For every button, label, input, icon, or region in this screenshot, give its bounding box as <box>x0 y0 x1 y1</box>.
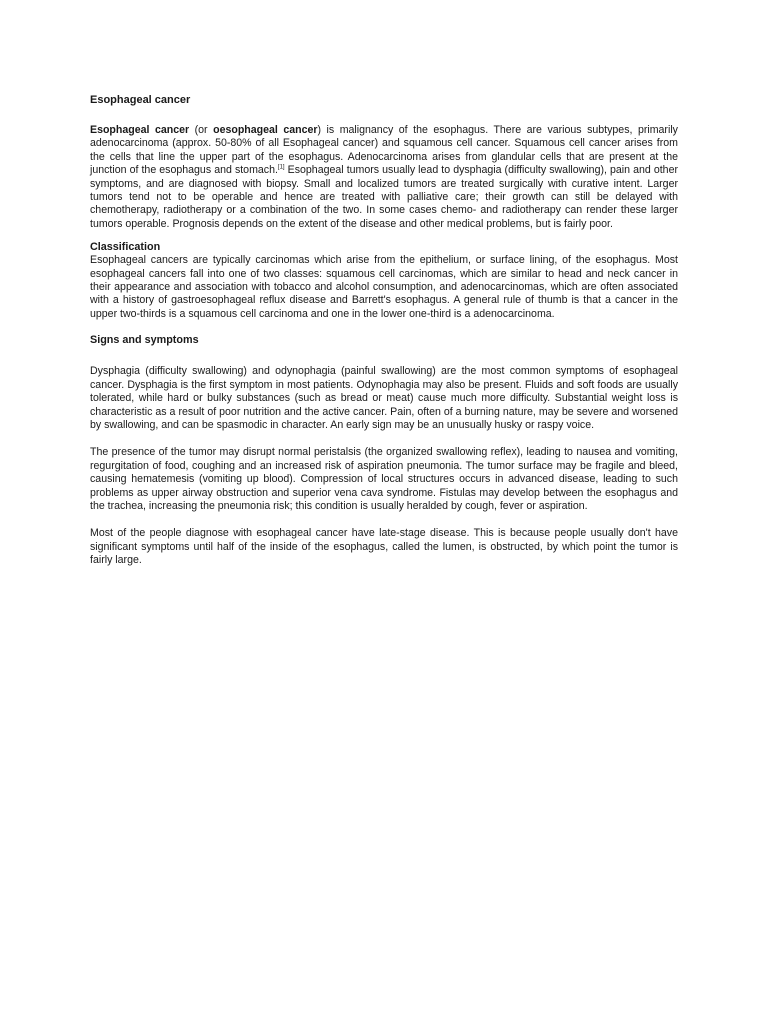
signs-paragraph-3: Most of the people diagnose with esophageal cancer have late-stage disease. This is because people usually don't have significant symptoms until half of the inside of the esophagus, called the lumen, is obstructed, by which point the tumor is fairly large. <box>90 527 678 567</box>
signs-paragraph-1: Dysphagia (difficulty swallowing) and odynophagia (painful swallowing) are the most common symptoms of esophageal cancer. Dysphagia is the first symptom in most patients. Odynophagia may also be present. Fluids and soft foods are usually tolerated, while hard or bulky substances (such as bread or meat) cause much more difficulty. Substantial weight loss is characteristic as a result of poor nutrition and the active cancer. Pain, often of a burning nature, may be severe and worsened by swallowing, and can be spasmodic in character. An early sign may be an unusually husky or raspy voice. <box>90 365 678 431</box>
signs-heading: Signs and symptoms <box>90 334 199 347</box>
intro-paragraph <box>90 124 678 231</box>
intro-text-2: ) is malignancy of the esophagus. There are various subtypes, primarily adenocarcinoma (approx. 50-80% of all Esophageal cancer) and squamous cell cancer. Squamous cell cancer arises from the cells that line the upper part of the esophagus. Adenocarcinoma arises from glandular cells that are present at the junction of the esophagus and stomach. <box>90 124 678 177</box>
signs-paragraph-2: The presence of the tumor may disrupt normal peristalsis (the organized swallowing reflex), leading to nausea and vomiting, regurgitation of food, coughing and an increased risk of aspiration pneumonia. The tumor surface may be fragile and bleed, causing hematemesis (vomiting up blood). Compression of local structures occurs in advanced disease, leading to such problems as upper airway obstruction and superior vena cava syndrome. Fistulas may develop between the esophagus and the trachea, increasing the pneumonia risk; this condition is usually heralded by cough, fever or aspiration. <box>90 446 678 512</box>
classification-heading: Classification <box>90 241 161 254</box>
intro-text-3: Esophageal tumors usually lead to dysphagia (difficulty swallowing), pain and other symptoms, and are diagnosed with biopsy. Small and localized tumors are treated surgically with curative intent. Larger tumors tend not to be operable and hence are treated with palliative care; their growth can still be delayed with chemotherapy, radiotherapy or a combination of the two. In some cases chemo- and radiotherapy can render these larger tumors operable. Prognosis depends on the extent of the disease and other medical problems, but is fairly poor. <box>90 164 678 230</box>
classification-paragraph: Esophageal cancers are typically carcinomas which arise from the epithelium, or surface lining, of the esophagus. Most esophageal cancers fall into one of two classes: squamous cell carcinomas, which are similar to head and neck cancer in their appearance and association with tobacco and alcohol consumption, and adenocarcinomas, which are often associated with a history of gastroesophageal reflux disease and Barrett's esophagus. A general rule of thumb is that a cancer in the upper two-thirds is a squamous cell carcinoma and one in the lower one-third is a adenocarcinoma. <box>90 254 678 320</box>
intro-text-1: (or <box>189 124 214 136</box>
term-esophageal-cancer: Esophageal cancer <box>90 124 190 136</box>
document-title: Esophageal cancer <box>90 94 191 106</box>
citation-link[interactable]: [1] <box>277 164 285 171</box>
term-oesophageal-cancer: oesophageal cancer <box>213 124 318 136</box>
